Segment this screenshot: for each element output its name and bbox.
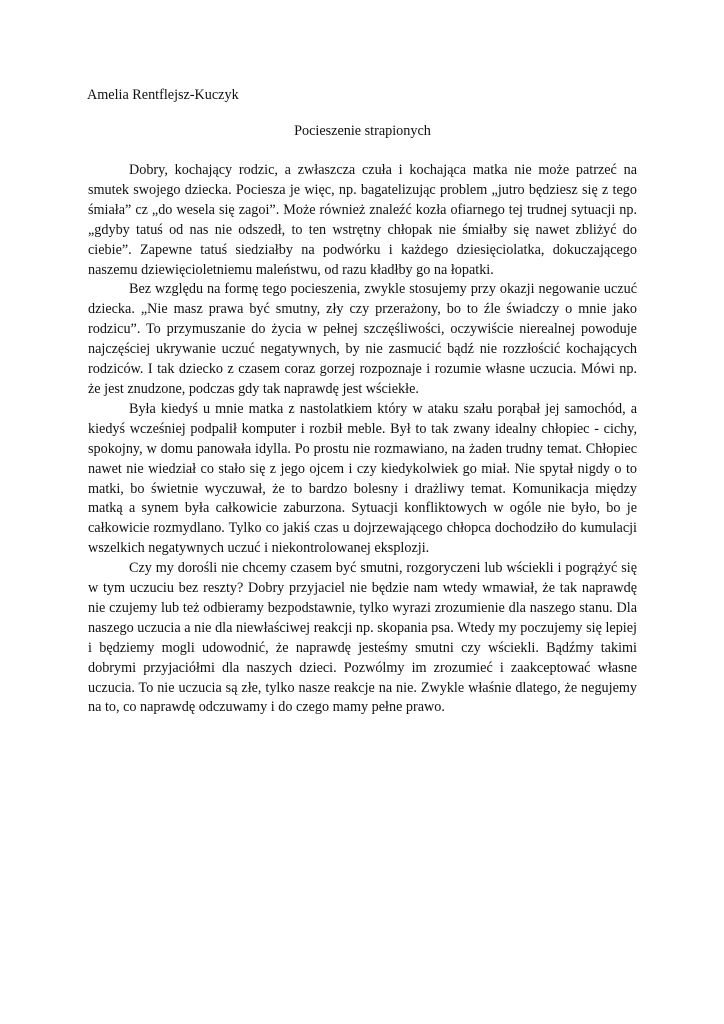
paragraph: Bez względu na formę tego pocieszenia, zwykle stosujemy przy okazji negowanie uczuć dziecka. „Nie masz prawa być smutny, zły czy przerażony, bo to źle świadczy o mnie jako rodzicu”. To przymuszanie do życia w pełnej szczęśliwości, oczywiście nierealnej powoduje najczęściej ukrywanie uczuć negatywnych, by nie zasmucić bądź nie rozzłościć kochających rodziców. I tak dziecko z czasem coraz gorzej rozpoznaje i rozumie własne uczucia. Mówi np. że jest znudzone, podczas gdy tak naprawdę jest wściekłe. — [88, 281, 637, 397]
author-name: Amelia Rentflejsz-Kuczyk — [87, 87, 239, 103]
document-title: Pocieszenie strapionych — [294, 123, 431, 139]
paragraph: Dobry, kochający rodzic, a zwłaszcza czuła i kochająca matka nie może patrzeć na smutek swojego dziecka. Pociesza je więc, np. bagatelizując problem „jutro będziesz się z tego śmiała” cz „do wesela się zagoi”. Może również znaleźć kozła ofiarnego tej trudnej sytuacji np. „gdyby tatuś od nas nie odszedł, to ten wstrętny chłopak nie śmiałby się nawet zbliżyć do ciebie”. Zapewne tatuś siedziałby na podwórku i każdego dziesięciolatka, dokuczającego naszemu dziewięcioletniemu maleństwu, od razu kładłby go na łopatki. — [88, 162, 637, 278]
document-body — [88, 161, 637, 718]
paragraph: Czy my dorośli nie chcemy czasem być smutni, rozgoryczeni lub wściekli i pogrążyć się w tym uczuciu bez reszty? Dobry przyjaciel nie będzie nam wtedy wmawiał, że tak naprawdę nie czujemy lub też odbieramy bezpodstawnie, tylko wyrazi zrozumienie dla naszego stanu. Dla naszego uczucia a nie dla niewłaściwej reakcji np. skopania psa. Wtedy my poczujemy się lepiej i będziemy mogli udowodnić, że naprawdę jesteśmy smutni czy wściekli. Bądźmy takimi dobrymi przyjaciółmi dla naszych dzieci. Pozwólmy im zrozumieć i zaakceptować własne uczucia. To nie uczucia są złe, tylko nasze reakcje na nie. Zwykle właśnie dlatego, że negujemy na to, co naprawdę odczuwamy i do czego mamy pełne prawo. — [88, 560, 637, 716]
paragraph: Była kiedyś u mnie matka z nastolatkiem który w ataku szału porąbał jej samochód, a kiedyś wcześniej podpalił komputer i rozbił meble. Był to tak zwany idealny chłopiec - cichy, spokojny, w domu panowała idylla. Po prostu nie rozmawiano, na żaden trudny temat. Chłopiec nawet nie wiedział co stało się z jego ojcem i czy kiedykolwiek go miał. Nie spytał nigdy o to matki, bo świetnie wyczuwał, że to bardzo bolesny i drażliwy temat. Komunikacja między matką a synem była całkowicie zaburzona. Sytuacji konfliktowych w ogóle nie było, bo je całkowicie rozmydlano. Tylko co jakiś czas u dojrzewającego chłopca dochodziło do kumulacji wszelkich negatywnych uczuć i niekontrolowanej eksplozji. — [88, 400, 637, 557]
